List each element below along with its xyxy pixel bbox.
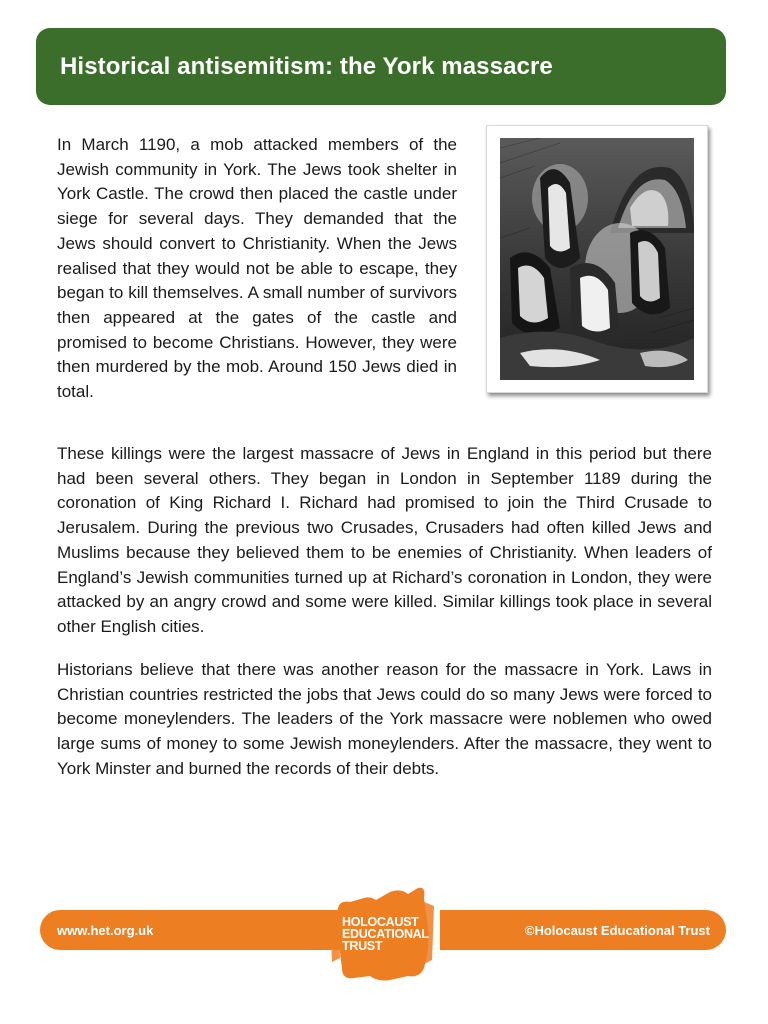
paragraph-reasons: Historians believe that there was another reason for the massacre in York. Laws in Christian countries restricted the jobs that Jews could do so many Jews were forced to become moneylenders. The leaders of the York massacre were noblemen who owed large sums of money to some Jewish moneylenders. After the massacre, they went to York Minster and burned the records of their debts. — [57, 660, 712, 778]
paragraph-intro: In March 1190, a mob attacked members of the Jewish community in York. The Jews took shelter in York Castle. The crowd then placed the castle under siege for several days. They demanded that the Jews should convert to Christianity. When the Jews realised that they would not be able to escape, they began to kill themselves. A small number of survivors then appeared at the gates of the castle and promised to become Christians. However, they were then murdered by the mob. Around 150 Jews died in total. — [57, 135, 457, 402]
logo-line-3: TRUST — [342, 939, 383, 953]
page-header — [36, 28, 726, 105]
engraving-illustration-icon — [500, 138, 694, 380]
copyright-text: ©Holocaust Educational Trust — [524, 922, 710, 938]
logo-line-1: HOLOCAUST — [342, 915, 419, 929]
paragraph-london: These killings were the largest massacre of Jews in England in this period but there had been several others. They began in London in September 1189 during the coronation of King Richard I. Richard had promised to join the Third Crusade to Jerusalem. During the previous two Crusades, Crusaders had often killed Jews and Muslims because they believed them to be enemies of Christianity. When leaders of England’s Jewish communities turned up at Richard’s coronation in London, they were attacked by an angry crowd and some were killed. Similar killings took place in several other English cities. — [57, 444, 712, 636]
illustration-frame — [486, 125, 708, 393]
het-logo — [320, 878, 448, 988]
footer-website-bar — [40, 910, 360, 950]
website-link[interactable]: www.het.org.uk — [57, 922, 154, 938]
footer-copyright-bar — [440, 910, 726, 950]
logo-line-2: EDUCATIONAL — [342, 927, 429, 941]
page-title: Historical antisemitism: the York massacre — [60, 52, 553, 80]
